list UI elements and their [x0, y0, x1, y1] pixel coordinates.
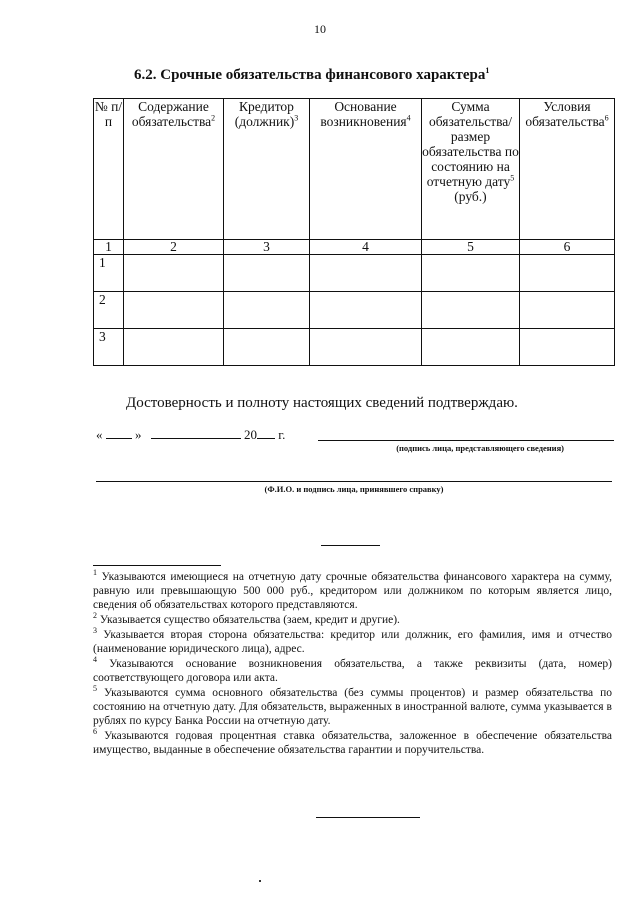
scan-dot [259, 880, 261, 882]
row-number: 3 [94, 329, 124, 366]
table-row [94, 255, 615, 292]
open-quote: « [96, 427, 103, 442]
footnote-separator [93, 565, 221, 566]
row-number: 1 [94, 255, 124, 292]
table-row [94, 329, 615, 366]
table-cell[interactable] [520, 255, 615, 292]
footnote-5: $^5$ Указываются сумма основного обязательства (без суммы процентов) и размер обязательства по состоянию на отчетную дату. Для обязательств, выраженных в иностранной валюте, сумма указывается в рублях по курсу Банка России на отчетную дату. [93, 684, 612, 727]
column-number: 5 [422, 240, 520, 255]
column-numbers-row [94, 240, 615, 255]
close-quote: » [135, 427, 142, 442]
signature-caption-receiver: (Ф.И.О. и подпись лица, принявшего справку) [264, 484, 444, 494]
header-creditor: Кредитор (должник)$^3$ [224, 99, 310, 240]
signature-line-submitter[interactable] [318, 440, 614, 441]
section-title [134, 67, 489, 84]
separator-line [321, 545, 380, 546]
confirmation-text: Достоверность и полноту настоящих сведений подтверждаю. [126, 395, 518, 411]
table-cell[interactable] [520, 329, 615, 366]
page-number: 10 [314, 22, 326, 36]
year-prefix: 20 [244, 427, 257, 442]
column-number: 1 [94, 240, 124, 255]
end-line [316, 817, 420, 818]
signature-caption-submitter: (подпись лица, представляющего сведения) [396, 443, 564, 453]
table-cell[interactable] [310, 292, 422, 329]
year-field[interactable] [257, 426, 275, 439]
table-row [94, 292, 615, 329]
table-cell[interactable] [124, 329, 224, 366]
header-number: № п/п [94, 99, 124, 240]
table-cell[interactable] [224, 255, 310, 292]
header-amount: Сумма обязательства/ размер обязательства по состоянию на отчетную дату$^5$ (руб.) [422, 99, 520, 240]
footnote-6: $^6$ Указываются годовая процентная ставка обязательства, заложенное в обеспечение обязательства имущество, выданные в обеспечение обязательства гарантии и поручительства. [93, 727, 613, 756]
signature-line-receiver[interactable] [96, 481, 612, 482]
footnote-1: $^1$ Указываются имеющиеся на отчетную дату срочные обязательства финансового характера на сумму, равную или превышающую 500 000 руб., кредитором или должником по которым является лицо, сведения об обязательствах которого представляются. [93, 568, 613, 611]
column-number: 3 [224, 240, 310, 255]
footnote-3: $^3$ Указывается вторая сторона обязательства: кредитор или должник, его фамилия, имя и отчество (наименование юридического лица), адрес. [93, 626, 612, 655]
date-line [96, 426, 285, 443]
title-footnote-mark: 1 [485, 66, 490, 75]
table-cell[interactable] [224, 292, 310, 329]
day-field[interactable] [106, 426, 132, 439]
header-conditions: Условия обязательства$^6$ [520, 99, 615, 240]
column-number: 4 [310, 240, 422, 255]
month-field[interactable] [151, 426, 241, 439]
footnotes [93, 570, 612, 758]
table-cell[interactable] [422, 292, 520, 329]
table-cell[interactable] [520, 292, 615, 329]
table-cell[interactable] [124, 255, 224, 292]
table-cell[interactable] [310, 329, 422, 366]
table-cell[interactable] [422, 329, 520, 366]
footnote-4: $^4$ Указываются основание возникновения обязательства, а также реквизиты (дата, номер) соответствующего договора или акта. [93, 655, 613, 684]
header-content: Содержание обязательства$^2$ [124, 99, 224, 240]
table-cell[interactable] [124, 292, 224, 329]
obligations-table [93, 98, 615, 366]
table-cell[interactable] [422, 255, 520, 292]
column-number: 2 [124, 240, 224, 255]
footnote-2: $^2$ Указывается существо обязательства (заем, кредит и другие). [93, 611, 400, 626]
table-header-row [94, 99, 615, 240]
year-suffix: г. [278, 427, 286, 442]
header-basis: Основание возникновения$^4$ [310, 99, 422, 240]
section-title-text: 6.2. Срочные обязательства финансового характера [134, 67, 486, 83]
row-number: 2 [94, 292, 124, 329]
table-cell[interactable] [310, 255, 422, 292]
table-cell[interactable] [224, 329, 310, 366]
column-number: 6 [520, 240, 615, 255]
